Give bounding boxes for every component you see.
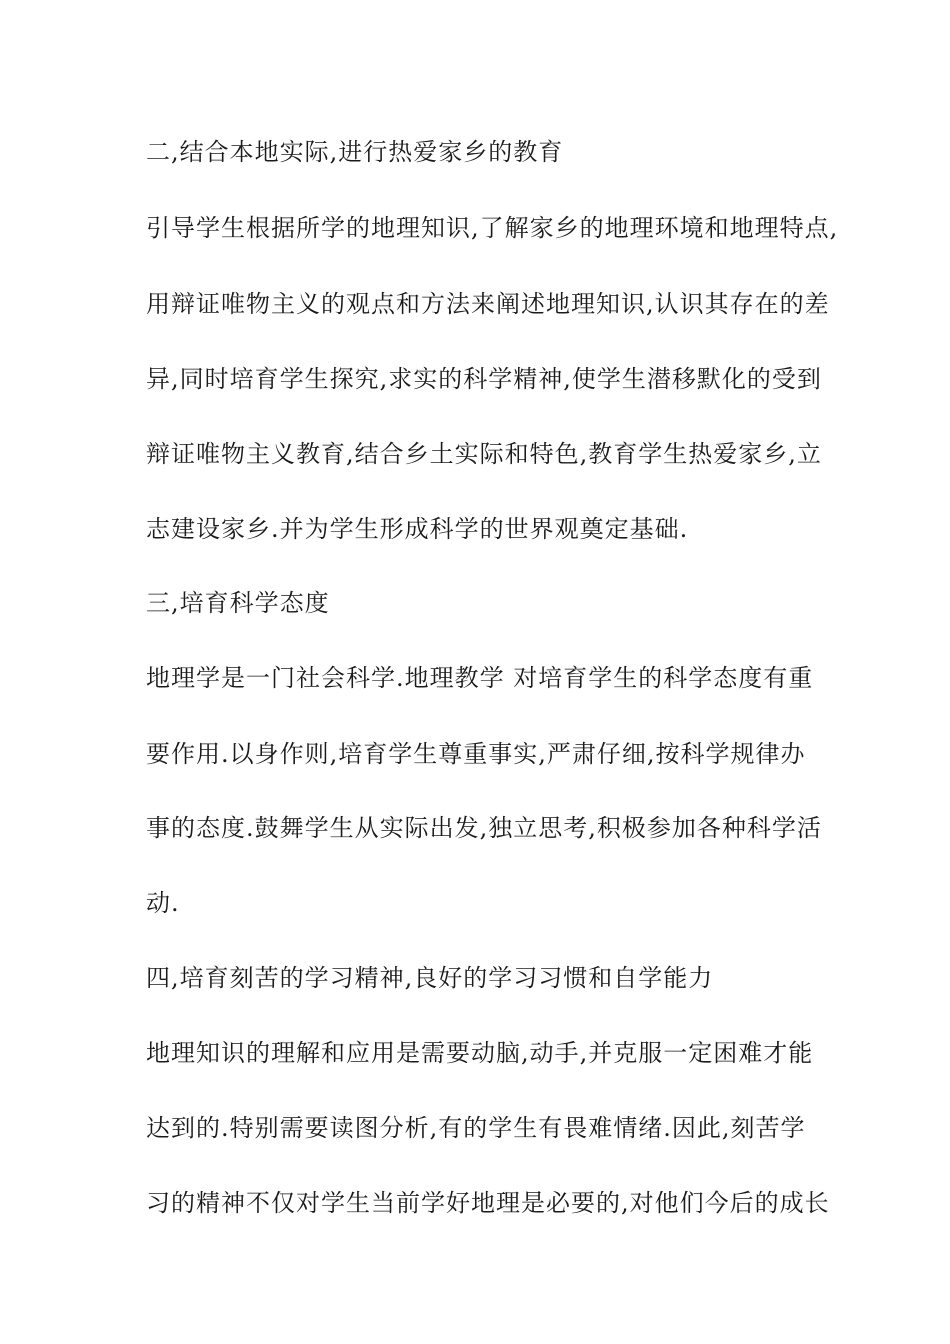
paragraph-line: 事的态度.鼓舞学生从实际出发,独立思考,积极参加各种科学活	[146, 814, 822, 842]
paragraph-line: 地理知识的理解和应用是需要动脑,动手,并克服一定困难才能	[146, 1039, 814, 1067]
paragraph-line: 志建设家乡.并为学生形成科学的世界观奠定基础.	[146, 515, 689, 543]
paragraph-line: 用辩证唯物主义的观点和方法来阐述地理知识,认识其存在的差	[146, 290, 830, 318]
section-heading-4: 四,培育刻苦的学习精神,良好的学习习惯和自学能力	[146, 964, 714, 992]
section-heading-2: 二,结合本地实际,进行热爱家乡的教育	[146, 138, 564, 166]
paragraph-line: 要作用.以身作则,培育学生尊重事实,严肃仔细,按科学规律办	[146, 740, 806, 768]
paragraph-line: 辩证唯物主义教育,结合乡土实际和特色,教育学生热爱家乡,立	[146, 440, 822, 468]
paragraph-line: 动.	[146, 889, 180, 917]
paragraph-line: 习的精神不仅对学生当前学好地理是必要的,对他们今后的成长	[146, 1189, 830, 1217]
section-heading-3: 三,培育科学态度	[146, 589, 330, 617]
paragraph-line: 异,同时培育学生探究,求实的科学精神,使学生潜移默化的受到	[146, 365, 822, 393]
paragraph-line: 达到的.特别需要读图分析,有的学生有畏难情绪.因此,刻苦学	[146, 1114, 806, 1142]
paragraph-line: 地理学是一门社会科学.地理教学 对培育学生的科学态度有重	[146, 664, 814, 692]
paragraph-line: 引导学生根据所学的地理知识,了解家乡的地理环境和地理特点,	[146, 214, 839, 242]
